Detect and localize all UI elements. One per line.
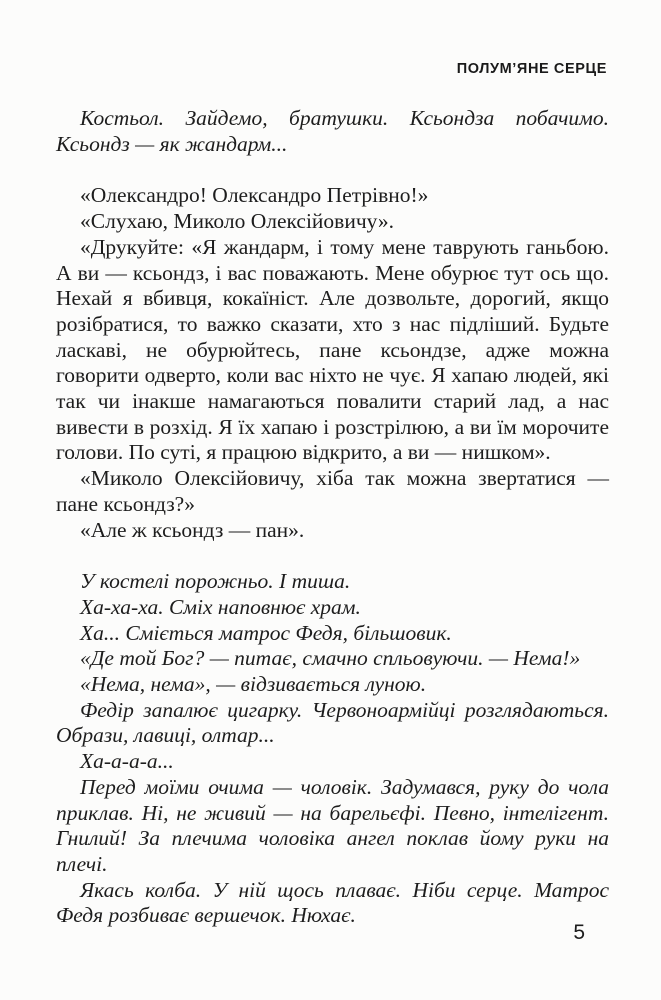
body-text	[56, 106, 609, 929]
paragraph: Ха-ха-ха. Сміх наповнює храм.	[80, 594, 361, 619]
paragraph: Ха-а-а-а...	[80, 749, 174, 774]
paragraph: «Слухаю, Миколо Олексійовичу».	[80, 209, 395, 234]
paragraph: «Друкуйте: «Я жандарм, і тому мене таврують ганьбою. А ви — ксьондз, і вас поважають. Мене обурює тут ось що. Нехай я вбивця, кокаїніст. Але дозвольте, дорогий, якщо розібратися, то важко сказати, хто з нас підліший. Будьте ласкаві, не обурюйтесь, пане ксьондзе, адже можна говорити одверто, коли вас ніхто не чує. Я хапаю людей, які так чи інакше намагаються повалити старий лад, а нас вивести в розхід. Я їх хапаю і розстрілюю, а ви їм морочите голови. По суті, я працюю відкрито, а ви — нишком».	[56, 234, 609, 465]
paragraph: «Де той Бог? — питає, смачно спльовуючи. — Нема!»	[80, 646, 581, 671]
paragraph: «Але ж ксьондз — пан».	[80, 517, 305, 542]
paragraph: У костелі порожньо. І тиша.	[80, 569, 351, 594]
paragraph: «Олександро! Олександро Петрівно!»	[80, 183, 429, 208]
paragraph: Ха... Сміється матрос Федя, більшовик.	[80, 620, 452, 645]
paragraph: Костьол. Зайдемо, братушки. Ксьондза побачимо. Ксьондз — як жандарм...	[56, 106, 609, 156]
paragraph: Якась колба. У ній щось плаває. Ніби серце. Матрос Федя розбиває вершечок. Нюхає.	[56, 877, 609, 928]
paragraph: «Нема, нема», — відзивається луною.	[80, 672, 427, 697]
running-header: ПОЛУМ’ЯНЕ СЕРЦЕ	[456, 61, 607, 77]
paragraph: Федір запалює цигарку. Червоноармійці розглядаються. Образи, лавиці, олтар...	[56, 697, 609, 748]
page-number: 5	[573, 921, 585, 944]
paragraph: «Миколо Олексійовичу, хіба так можна звертатися — пане ксьондз?»	[56, 466, 609, 516]
paragraph: Перед моїми очима — чоловік. Задумався, руку до чола приклав. Ні, не живий — на барельєфі. Певно, інтелігент. Гнилий! За плечима чоловіка ангел поклав йому руки на плечі.	[56, 774, 609, 876]
